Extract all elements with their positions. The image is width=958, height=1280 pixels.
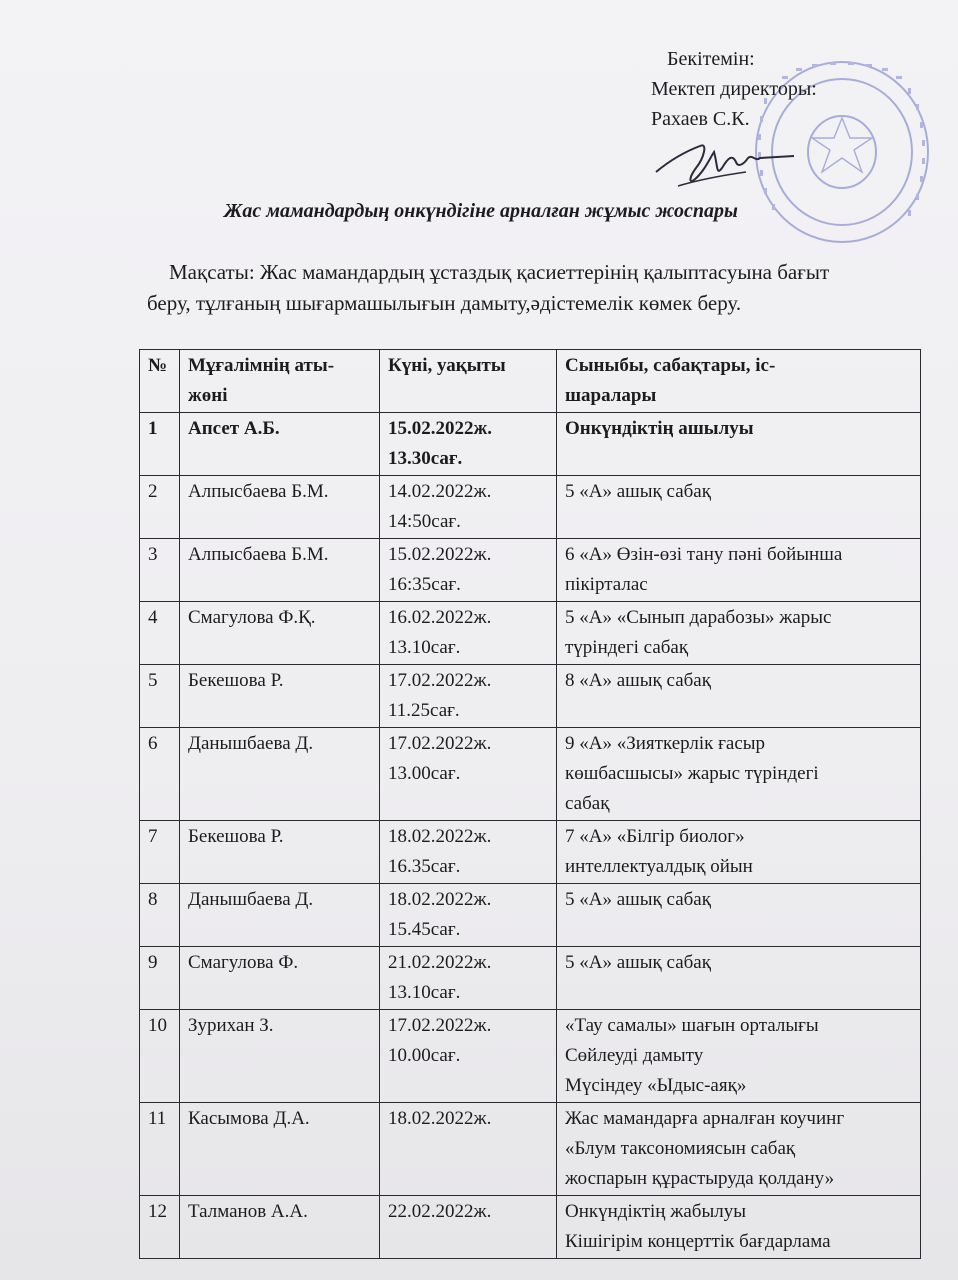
- cell-event-line: интеллектуалдық ойын: [565, 856, 753, 877]
- cell-event-line: Сөйлеуді дамыту: [565, 1045, 704, 1066]
- document-title: Жас мамандардың онкүндігіне арналған жұмыс жоспары: [224, 200, 738, 222]
- cell-date: 18.02.2022ж.: [388, 889, 492, 910]
- table-row: [140, 1010, 921, 1103]
- cell-event: [557, 539, 921, 602]
- cell-date-time: [380, 665, 557, 728]
- cell-number: 1: [140, 413, 180, 476]
- cell-event-line: пікірталас: [565, 574, 648, 595]
- cell-number: 3: [140, 539, 180, 602]
- cell-number: 6: [140, 728, 180, 821]
- cell-event: [557, 821, 921, 884]
- cell-date-time: [380, 602, 557, 665]
- director-signature: [648, 128, 798, 198]
- cell-event-line: 5 «А» «Сынып дарабозы» жарыс: [565, 607, 832, 628]
- cell-date: 14.02.2022ж.: [388, 481, 492, 502]
- cell-time: 13.10сағ.: [388, 982, 461, 1003]
- table-body: [140, 413, 921, 1259]
- cell-date: 22.02.2022ж.: [388, 1201, 492, 1222]
- cell-teacher: Апсет А.Б.: [180, 413, 380, 476]
- cell-date-time: [380, 947, 557, 1010]
- cell-number: 7: [140, 821, 180, 884]
- cell-date: 17.02.2022ж.: [388, 1015, 492, 1036]
- cell-event-line: 5 «А» ашық сабақ: [565, 952, 711, 973]
- cell-date-time: [380, 884, 557, 947]
- cell-time: 13.10сағ.: [388, 637, 461, 658]
- cell-event-line: Онкүндіктің жабылуы: [565, 1201, 746, 1222]
- cell-teacher: Касымова Д.А.: [180, 1103, 380, 1196]
- cell-event-line: 5 «А» ашық сабақ: [565, 889, 711, 910]
- cell-date: 17.02.2022ж.: [388, 670, 492, 691]
- cell-number: 5: [140, 665, 180, 728]
- cell-event: [557, 476, 921, 539]
- header-event: [557, 350, 921, 413]
- cell-date: 16.02.2022ж.: [388, 607, 492, 628]
- cell-date: 15.02.2022ж.: [388, 418, 493, 439]
- cell-event: [557, 602, 921, 665]
- cell-date: 15.02.2022ж.: [388, 544, 492, 565]
- cell-time: 16:35сағ.: [388, 574, 461, 595]
- cell-number: 11: [140, 1103, 180, 1196]
- cell-event: [557, 665, 921, 728]
- cell-teacher: Бекешова Р.: [180, 821, 380, 884]
- cell-time: 16.35сағ.: [388, 856, 461, 877]
- cell-date-time: [380, 476, 557, 539]
- table-row: [140, 1103, 921, 1196]
- cell-teacher: Талманов А.А.: [180, 1196, 380, 1259]
- cell-event: [557, 728, 921, 821]
- purpose-paragraph: [147, 257, 919, 319]
- cell-number: 9: [140, 947, 180, 1010]
- cell-event-line: сабақ: [565, 793, 610, 814]
- table-row: [140, 602, 921, 665]
- cell-number: 4: [140, 602, 180, 665]
- cell-number: 10: [140, 1010, 180, 1103]
- table-row: [140, 947, 921, 1010]
- cell-event-line: 5 «А» ашық сабақ: [565, 481, 711, 502]
- cell-time: 13.00сағ.: [388, 763, 461, 784]
- table-row: [140, 413, 921, 476]
- header-teacher-line-2: жөні: [188, 385, 228, 406]
- cell-event: [557, 884, 921, 947]
- cell-time: 15.45сағ.: [388, 919, 461, 940]
- cell-event-line: түріндегі сабақ: [565, 637, 689, 658]
- table-header-row: [140, 350, 921, 413]
- cell-teacher: Данышбаева Д.: [180, 884, 380, 947]
- purpose-line-2: беру, тұлғаның шығармашылығын дамыту,әдістемелік көмек беру.: [147, 291, 742, 315]
- cell-event-line: көшбасшысы» жарыс түріндегі: [565, 763, 819, 784]
- cell-event-line: «Тау самалы» шағын орталығы: [565, 1015, 819, 1036]
- header-teacher-line-1: Мұғалімнің аты-: [188, 355, 335, 376]
- purpose-line-1: Мақсаты: Жас мамандардың ұстаздық қасиеттерінің қалыптасуына бағыт: [169, 260, 830, 284]
- cell-teacher: Алпысбаева Б.М.: [180, 476, 380, 539]
- table-row: [140, 728, 921, 821]
- cell-event-line: 6 «А» Өзін-өзі тану пәні бойынша: [565, 544, 843, 565]
- table-row: [140, 539, 921, 602]
- cell-date: 18.02.2022ж.: [388, 1108, 492, 1129]
- header-date: Күні, уақыты: [380, 350, 557, 413]
- cell-event-line: 7 «А» «Білгір биолог»: [565, 826, 745, 847]
- cell-event: [557, 1196, 921, 1259]
- cell-event-line: Мүсіндеу «Ыдыс-аяқ»: [565, 1075, 747, 1096]
- header-event-line-1: Сыныбы, сабақтары, іс-: [565, 355, 776, 376]
- cell-date-time: [380, 413, 557, 476]
- cell-event-line: «Блум таксономиясын сабақ: [565, 1138, 796, 1159]
- cell-event-line: 8 «А» ашық сабақ: [565, 670, 711, 691]
- cell-teacher: Зурихан З.: [180, 1010, 380, 1103]
- approval-block: [651, 44, 817, 134]
- table-row: [140, 476, 921, 539]
- cell-event: [557, 1103, 921, 1196]
- cell-time: 10.00сағ.: [388, 1045, 461, 1066]
- cell-number: 2: [140, 476, 180, 539]
- table-row: [140, 821, 921, 884]
- cell-date-time: [380, 1010, 557, 1103]
- cell-event: [557, 413, 921, 476]
- table-row: [140, 884, 921, 947]
- header-teacher: [180, 350, 380, 413]
- cell-date-time: [380, 1196, 557, 1259]
- cell-number: 8: [140, 884, 180, 947]
- cell-teacher: Смагулова Ф.Қ.: [180, 602, 380, 665]
- cell-date: 21.02.2022ж.: [388, 952, 492, 973]
- table-row: [140, 1196, 921, 1259]
- cell-date: 18.02.2022ж.: [388, 826, 492, 847]
- cell-teacher: Смагулова Ф.: [180, 947, 380, 1010]
- approval-position: Мектеп директоры:: [651, 78, 817, 100]
- approval-label: Бекітемін:: [667, 48, 755, 70]
- cell-event-line: жоспарын құрастыруда қолдану»: [565, 1168, 835, 1189]
- cell-time: 14:50сағ.: [388, 511, 461, 532]
- approval-name: Рахаев С.К.: [651, 108, 750, 130]
- cell-event-line: Жас мамандарға арналған коучинг: [565, 1108, 845, 1129]
- cell-date-time: [380, 539, 557, 602]
- cell-time: 11.25сағ.: [388, 700, 460, 721]
- cell-teacher: Алпысбаева Б.М.: [180, 539, 380, 602]
- cell-date-time: [380, 1103, 557, 1196]
- header-event-line-2: шаралары: [565, 385, 657, 406]
- cell-date-time: [380, 821, 557, 884]
- cell-number: 12: [140, 1196, 180, 1259]
- table-row: [140, 665, 921, 728]
- cell-event: [557, 947, 921, 1010]
- cell-date: 17.02.2022ж.: [388, 733, 492, 754]
- header-number: №: [140, 350, 180, 413]
- work-plan-table: [139, 349, 921, 1259]
- cell-teacher: Бекешова Р.: [180, 665, 380, 728]
- cell-event: [557, 1010, 921, 1103]
- cell-event-line: Кішігірім концерттік бағдарлама: [565, 1231, 831, 1252]
- cell-time: 13.30сағ.: [388, 448, 463, 469]
- cell-date-time: [380, 728, 557, 821]
- cell-teacher: Данышбаева Д.: [180, 728, 380, 821]
- cell-event-line: 9 «А» «Зияткерлік ғасыр: [565, 733, 766, 754]
- cell-event-line: Онкүндіктің ашылуы: [565, 418, 754, 439]
